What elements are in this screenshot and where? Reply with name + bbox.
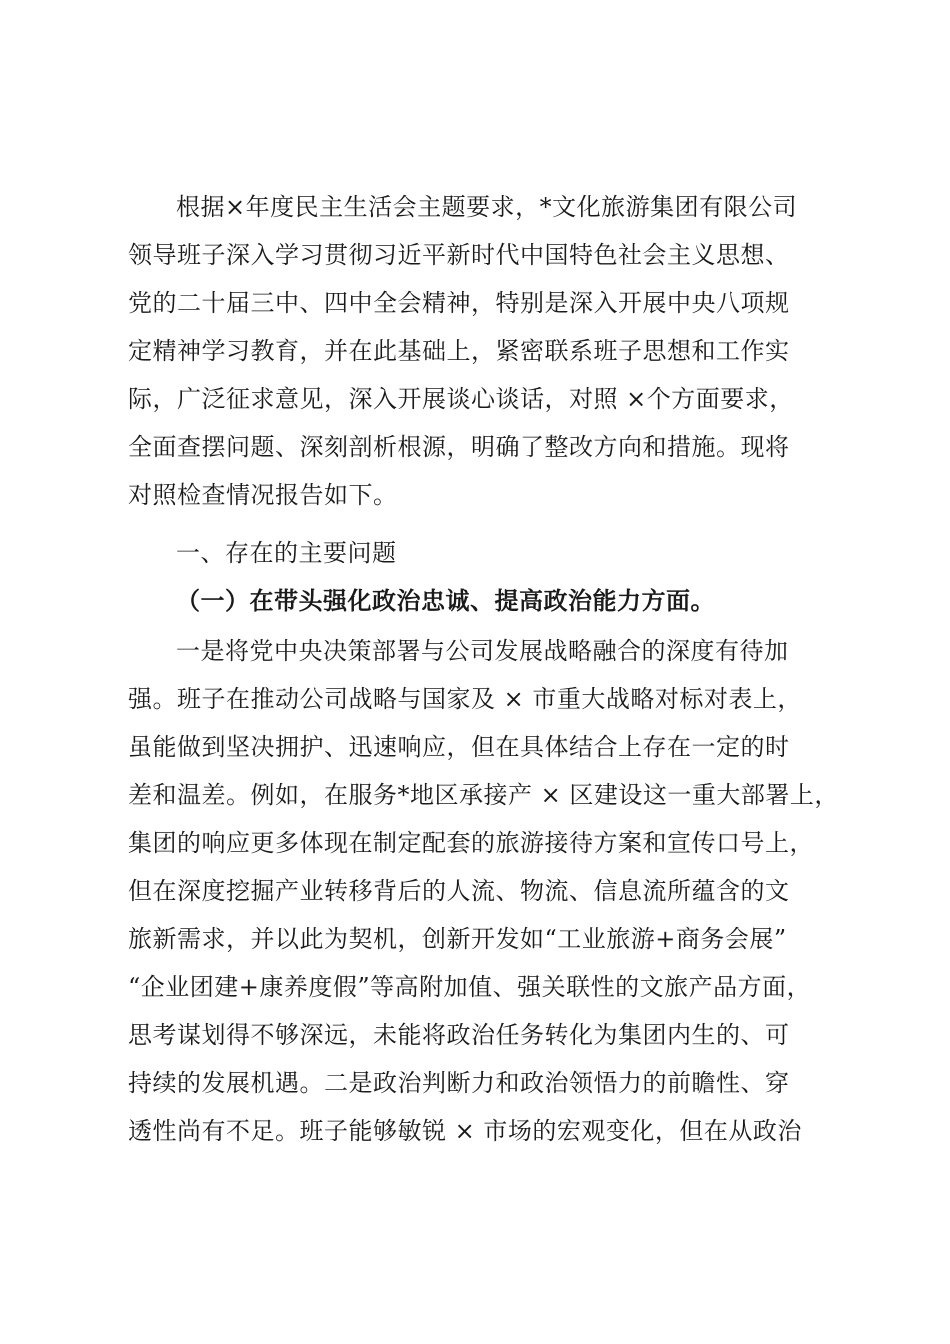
intro-paragraph-line: 党的二十届三中、四中全会精神，特别是深入开展中央八项规	[128, 289, 790, 317]
body-paragraph-line: 旅新需求，并以此为契机，创新开发如“工业旅游+商务会展”	[128, 925, 787, 953]
body-paragraph-line: 虽能做到坚决拥护、迅速响应，但在具体结合上存在一定的时	[128, 733, 790, 761]
section-heading: 一、存在的主要问题	[176, 539, 397, 567]
body-paragraph-line: 集团的响应更多体现在制定配套的旅游接待方案和宣传口号上，	[128, 829, 814, 857]
body-paragraph-line: 一是将党中央决策部署与公司发展战略融合的深度有待加	[176, 637, 789, 665]
intro-paragraph-line: 际，广泛征求意见，深入开展谈心谈话，对照 ×个方面要求，	[128, 385, 794, 413]
intro-paragraph-line: 根据×年度民主生活会主题要求，*文化旅游集团有限公司	[176, 193, 798, 221]
body-paragraph-line: 但在深度挖掘产业转移背后的人流、物流、信息流所蕴含的文	[128, 877, 790, 905]
body-paragraph-line: 思考谋划得不够深远，未能将政治任务转化为集团内生的、可	[128, 1021, 790, 1049]
intro-paragraph-line: 定精神学习教育，并在此基础上，紧密联系班子思想和工作实	[128, 337, 790, 365]
subsection-heading: （一）在带头强化政治忠诚、提高政治能力方面。	[176, 586, 715, 615]
body-paragraph-line: 差和温差。例如，在服务*地区承接产 × 区建设这一重大部署上，	[128, 781, 839, 809]
body-paragraph-line: “企业团建+康养度假”等高附加值、强关联性的文旅产品方面，	[128, 973, 812, 1001]
body-paragraph-line: 强。班子在推动公司战略与国家及 × 市重大战略对标对表上，	[128, 685, 802, 713]
intro-paragraph-line: 全面查摆问题、深刻剖析根源，明确了整改方向和措施。现将	[128, 433, 790, 461]
body-paragraph-line: 透性尚有不足。班子能够敏锐 × 市场的宏观变化，但在从政治	[128, 1117, 802, 1145]
intro-paragraph-line: 领导班子深入学习贯彻习近平新时代中国特色社会主义思想、	[128, 241, 790, 269]
intro-paragraph-line: 对照检查情况报告如下。	[128, 481, 398, 509]
body-paragraph-line: 持续的发展机遇。二是政治判断力和政治领悟力的前瞻性、穿	[128, 1069, 790, 1097]
